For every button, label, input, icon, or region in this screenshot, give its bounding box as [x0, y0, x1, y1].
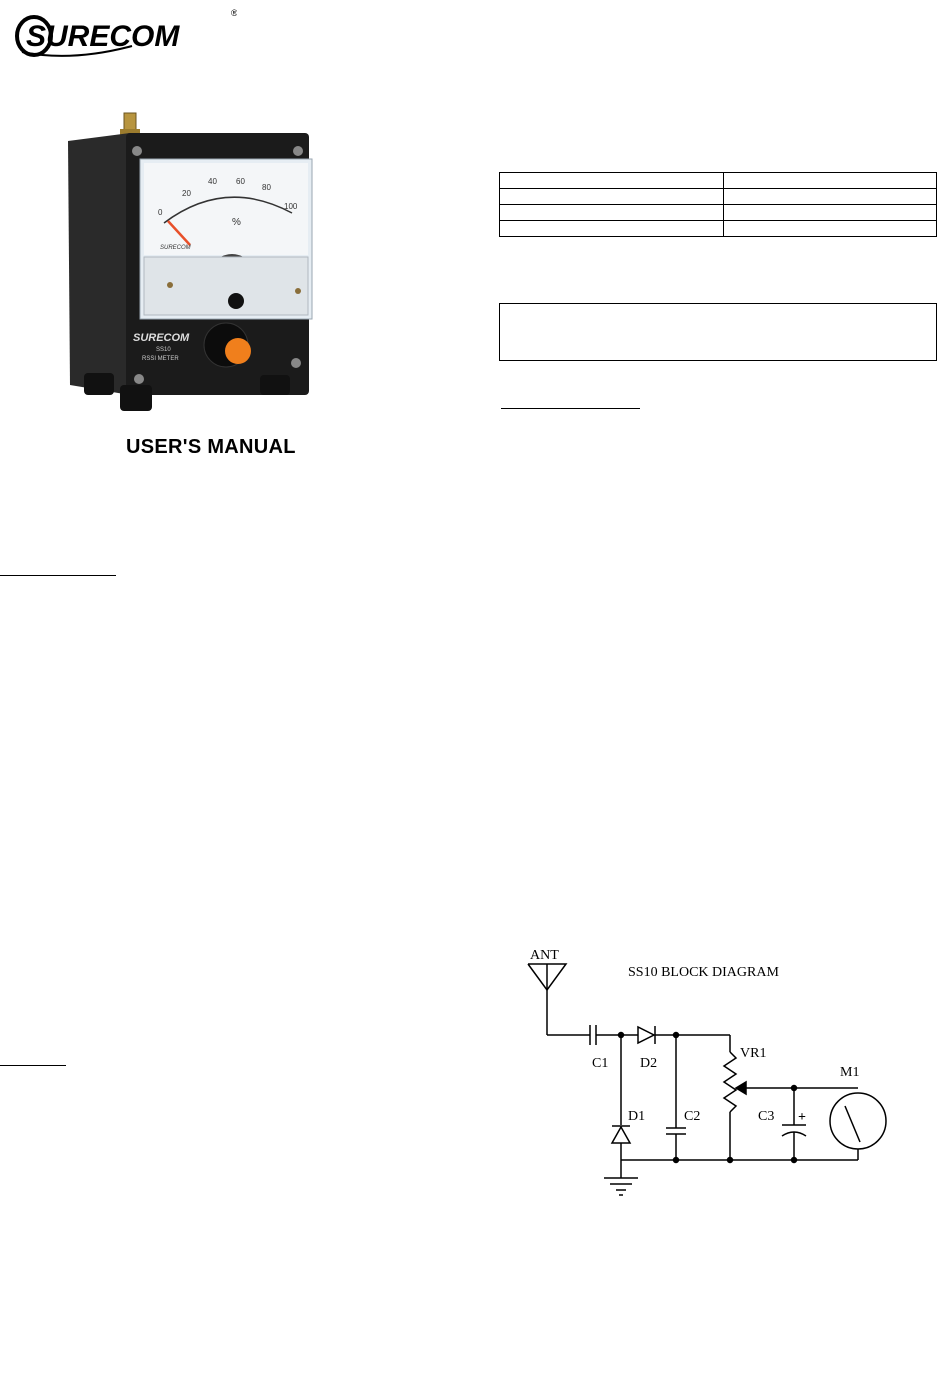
diagram-title: SS10 BLOCK DIAGRAM	[628, 965, 779, 980]
meter-face-brand: SURECOM	[160, 245, 191, 251]
note-box	[499, 303, 937, 361]
manual-title: USER'S MANUAL	[126, 436, 296, 458]
surecom-logo	[12, 4, 237, 60]
case-brand: SURECOM	[133, 332, 190, 344]
section-heading-rule	[0, 575, 116, 576]
spec-table	[499, 172, 937, 237]
table-row	[500, 205, 937, 221]
scale-tick-100: 100	[284, 202, 298, 211]
logo-graphic	[12, 4, 237, 60]
table-row	[500, 173, 937, 189]
label-d2: D2	[640, 1056, 658, 1071]
label-ant: ANT	[530, 948, 559, 963]
logo-text: SURECOM	[26, 20, 180, 53]
table-row	[500, 221, 937, 237]
label-c3: C3	[758, 1109, 775, 1124]
scale-tick-20: 20	[182, 189, 191, 198]
label-c2: C2	[684, 1109, 701, 1124]
block-diagram	[520, 940, 900, 1210]
table-cell	[724, 221, 937, 237]
table-cell	[500, 205, 724, 221]
table-row	[500, 189, 937, 205]
table-cell	[724, 173, 937, 189]
label-d1: D1	[628, 1109, 646, 1124]
table-cell	[500, 173, 724, 189]
label-vr1: VR1	[740, 1046, 767, 1061]
table-cell	[724, 205, 937, 221]
scale-tick-60: 60	[236, 177, 245, 186]
scale-tick-80: 80	[262, 183, 271, 192]
product-photo	[60, 105, 325, 415]
label-c1: C1	[592, 1056, 609, 1071]
scale-tick-40: 40	[208, 177, 217, 186]
table-cell	[724, 189, 937, 205]
m1-meter-symbol	[830, 1093, 886, 1149]
section-heading-rule	[0, 1065, 66, 1066]
table-cell	[500, 189, 724, 205]
label-m1: M1	[840, 1065, 860, 1080]
label-c3-plus: +	[798, 1110, 806, 1125]
knob-accent	[225, 338, 251, 364]
case-model: SS10	[156, 347, 171, 353]
table-cell	[500, 221, 724, 237]
case-meter-name: RSSI METER	[142, 356, 179, 362]
registered-mark: ®	[231, 8, 237, 18]
d2-symbol	[638, 1027, 654, 1043]
section-heading-rule	[501, 408, 640, 409]
d1-symbol	[612, 1127, 630, 1143]
scale-tick-0: 0	[158, 208, 163, 217]
scale-unit: %	[232, 217, 241, 228]
vr1-symbol	[724, 1052, 736, 1112]
